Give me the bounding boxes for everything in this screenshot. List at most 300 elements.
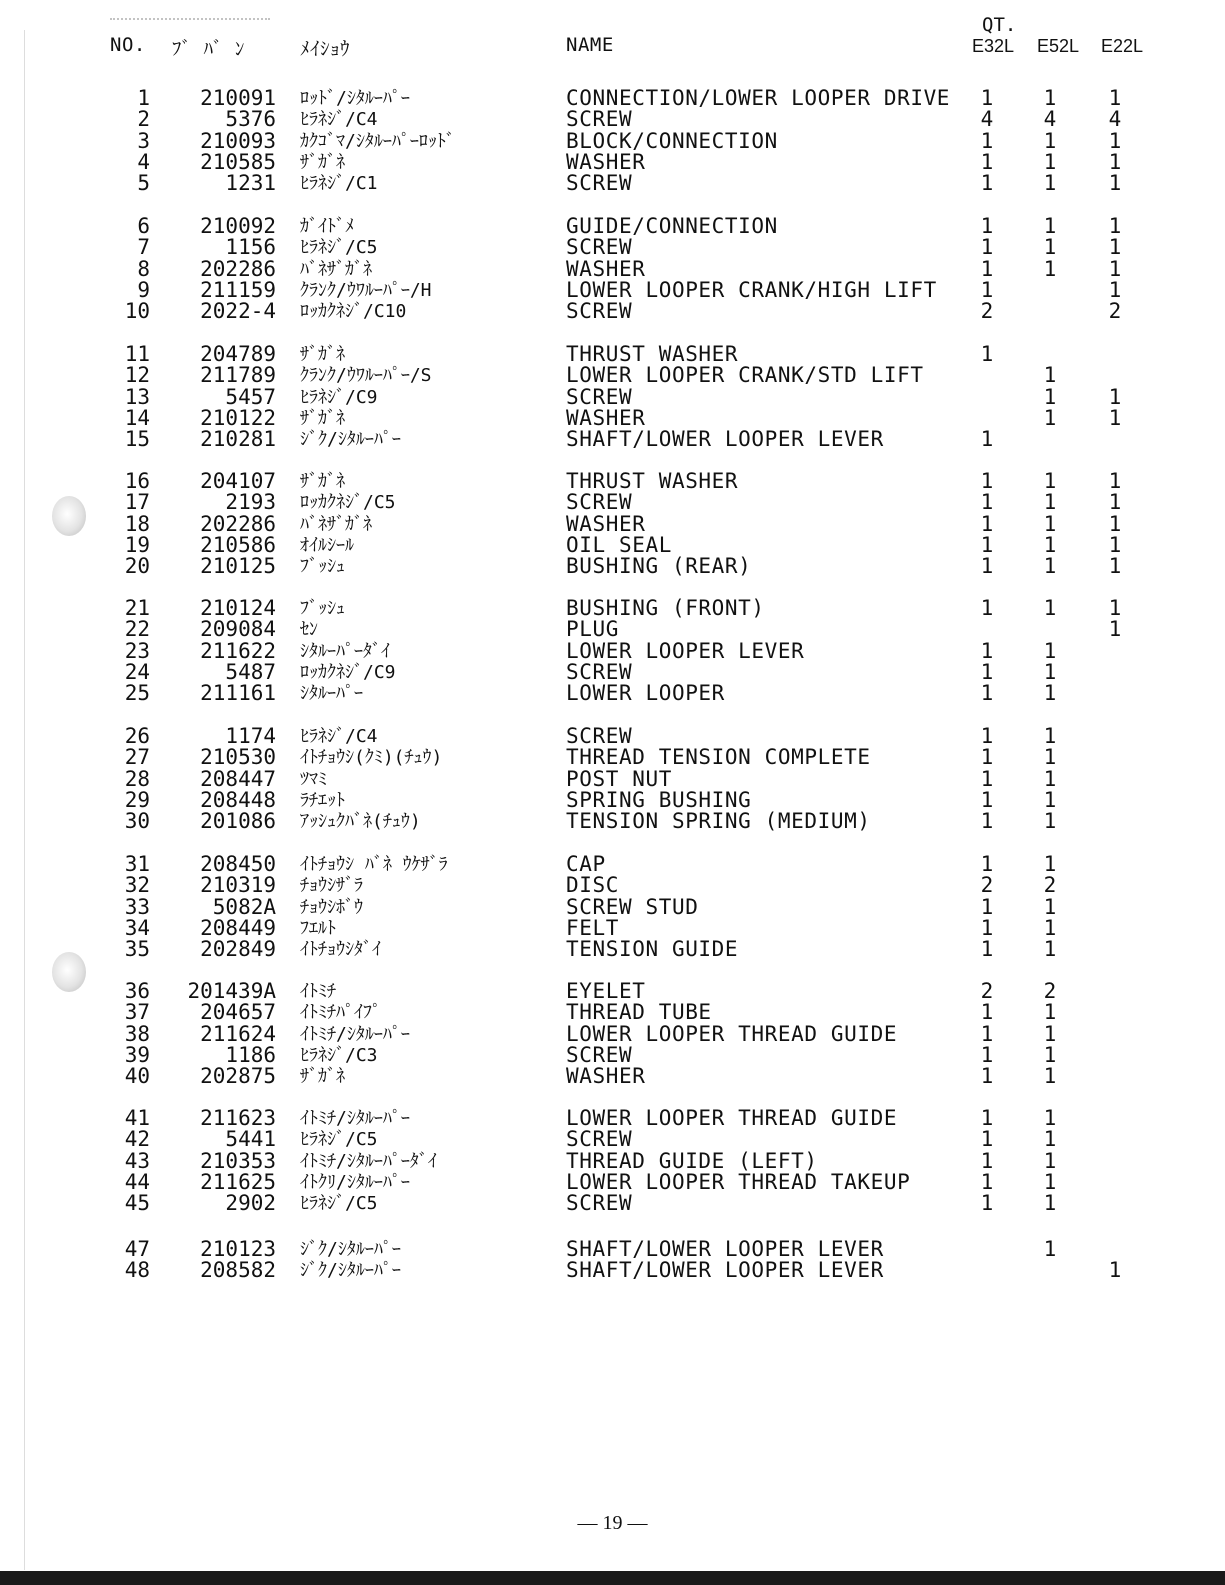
part-number: 204789	[200, 342, 276, 366]
table-row	[0, 365, 1225, 386]
part-name-kana: ﾁｮｳｼｻﾞﾗ	[300, 875, 363, 896]
part-name: POST NUT	[566, 767, 672, 791]
part-number: 210092	[200, 214, 276, 238]
part-name: TENSION GUIDE	[566, 937, 739, 961]
item-number: 5	[137, 171, 150, 195]
part-name-kana: ｲﾄﾐﾁ/ｼﾀﾙｰﾊﾟｰ	[300, 1108, 410, 1129]
table-row	[0, 301, 1225, 322]
table-row	[0, 726, 1225, 747]
item-number: 3	[137, 129, 150, 153]
qty-e32l: 1	[980, 171, 994, 195]
binder-hole	[52, 952, 86, 992]
bottom-border	[0, 1571, 1225, 1585]
qty-e52l: 1	[1043, 129, 1057, 153]
part-name-kana: ﾋﾗﾈｼﾞ/C1	[300, 173, 378, 194]
item-number: 10	[124, 299, 150, 323]
part-number: 1174	[225, 724, 276, 748]
item-number: 23	[124, 639, 150, 663]
qty-e52l: 4	[1043, 107, 1057, 131]
qty-e52l: 1	[1043, 1191, 1057, 1215]
binder-hole	[52, 496, 86, 536]
qty-e52l: 1	[1043, 937, 1057, 961]
part-name: LOWER LOOPER	[566, 681, 725, 705]
item-number: 20	[124, 554, 150, 578]
header-qty: QT.	[982, 14, 1017, 36]
item-number: 45	[124, 1191, 150, 1215]
qty-e52l: 1	[1043, 533, 1057, 557]
item-number: 1	[137, 86, 150, 110]
part-number: 2193	[225, 490, 276, 514]
qty-e22l: 1	[1108, 150, 1122, 174]
table-row	[0, 683, 1225, 704]
part-number: 208450	[200, 852, 276, 876]
part-name-kana: ﾋﾗﾈｼﾞ/C4	[300, 109, 378, 130]
table-row	[0, 471, 1225, 492]
qty-e22l: 1	[1108, 406, 1122, 430]
part-name: SCREW	[566, 299, 633, 323]
qty-e22l: 1	[1108, 490, 1122, 514]
table-row	[0, 535, 1225, 556]
table-row	[0, 939, 1225, 960]
part-name: LOWER LOOPER LEVER	[566, 639, 805, 663]
qty-e32l: 1	[980, 342, 994, 366]
qty-e52l: 1	[1043, 1043, 1057, 1067]
table-row	[0, 1172, 1225, 1193]
table-row	[0, 429, 1225, 450]
qty-e32l: 1	[980, 150, 994, 174]
part-name: SCREW	[566, 385, 633, 409]
qty-e52l: 1	[1043, 639, 1057, 663]
qty-e52l: 1	[1043, 767, 1057, 791]
part-name: BUSHING (REAR)	[566, 554, 752, 578]
table-row	[0, 1002, 1225, 1023]
item-number: 18	[124, 512, 150, 536]
part-name-kana: ﾋﾗﾈｼﾞ/C5	[300, 1129, 378, 1150]
item-number: 25	[124, 681, 150, 705]
part-number: 1156	[225, 235, 276, 259]
table-row	[0, 387, 1225, 408]
qty-e32l: 4	[980, 107, 994, 131]
part-name-kana: ﾋﾗﾈｼﾞ/C3	[300, 1045, 378, 1066]
qty-e32l: 1	[980, 1064, 994, 1088]
part-number: 1231	[225, 171, 276, 195]
qty-e52l: 1	[1043, 385, 1057, 409]
item-number: 47	[124, 1237, 150, 1261]
part-name: SCREW STUD	[566, 895, 699, 919]
qty-e32l: 1	[980, 596, 994, 620]
part-name-kana: ｲﾄﾐﾁ	[300, 981, 336, 1002]
qty-e32l: 1	[980, 1149, 994, 1173]
qty-e32l: 1	[980, 809, 994, 833]
part-name: BLOCK/CONNECTION	[566, 129, 778, 153]
qty-e32l: 1	[980, 639, 994, 663]
part-number: 204657	[200, 1000, 276, 1024]
qty-e52l: 1	[1043, 406, 1057, 430]
part-name-kana: ｲﾄﾐﾁ/ｼﾀﾙｰﾊﾟｰ	[300, 1024, 410, 1045]
table-row	[0, 641, 1225, 662]
table-row	[0, 1129, 1225, 1150]
qty-e52l: 1	[1043, 214, 1057, 238]
qty-e52l: 1	[1043, 1022, 1057, 1046]
part-name: LOWER LOOPER CRANK/HIGH LIFT	[566, 278, 937, 302]
qty-e32l: 1	[980, 788, 994, 812]
qty-e32l: 1	[980, 1022, 994, 1046]
qty-e32l: 2	[980, 299, 994, 323]
item-number: 33	[124, 895, 150, 919]
table-row	[0, 131, 1225, 152]
part-name-kana: ﾊﾞﾈｻﾞｶﾞﾈ	[300, 514, 372, 535]
part-name-kana: ｶｸｺﾞﾏ/ｼﾀﾙｰﾊﾟｰﾛｯﾄﾞ	[300, 131, 455, 152]
part-name: THREAD TUBE	[566, 1000, 712, 1024]
item-number: 9	[137, 278, 150, 302]
table-row	[0, 1066, 1225, 1087]
part-name-kana: ﾋﾗﾈｼﾞ/C9	[300, 387, 378, 408]
part-number: 210281	[200, 427, 276, 451]
qty-e22l: 1	[1108, 278, 1122, 302]
qty-e32l: 1	[980, 1191, 994, 1215]
part-name-kana: ﾂﾏﾐ	[300, 769, 327, 790]
part-number: 211624	[200, 1022, 276, 1046]
qty-e32l: 1	[980, 533, 994, 557]
part-name: CONNECTION/LOWER LOOPER DRIVE	[566, 86, 951, 110]
item-number: 4	[137, 150, 150, 174]
table-row	[0, 109, 1225, 130]
item-number: 32	[124, 873, 150, 897]
item-number: 6	[137, 214, 150, 238]
qty-e32l: 2	[980, 873, 994, 897]
part-name: LOWER LOOPER CRANK/STD LIFT	[566, 363, 924, 387]
part-name: SHAFT/LOWER LOOPER LEVER	[566, 1237, 884, 1261]
qty-e32l: 1	[980, 469, 994, 493]
part-number: 210353	[200, 1149, 276, 1173]
part-name: THREAD GUIDE (LEFT)	[566, 1149, 818, 1173]
item-number: 14	[124, 406, 150, 430]
table-row	[0, 619, 1225, 640]
qty-e32l: 1	[980, 852, 994, 876]
qty-e22l: 1	[1108, 257, 1122, 281]
part-number: 201086	[200, 809, 276, 833]
item-number: 28	[124, 767, 150, 791]
table-row	[0, 514, 1225, 535]
item-number: 38	[124, 1022, 150, 1046]
qty-e32l: 1	[980, 278, 994, 302]
item-number: 22	[124, 617, 150, 641]
part-number: 2902	[225, 1191, 276, 1215]
qty-e32l: 1	[980, 745, 994, 769]
part-number: 208447	[200, 767, 276, 791]
part-name: THREAD TENSION COMPLETE	[566, 745, 871, 769]
part-name: THRUST WASHER	[566, 342, 739, 366]
part-name-kana: ﾋﾗﾈｼﾞ/C5	[300, 237, 378, 258]
qty-e52l: 1	[1043, 1000, 1057, 1024]
qty-e32l: 1	[980, 235, 994, 259]
table-row	[0, 811, 1225, 832]
qty-e52l: 1	[1043, 86, 1057, 110]
part-number: 211625	[200, 1170, 276, 1194]
part-name: WASHER	[566, 512, 646, 536]
table-row	[0, 237, 1225, 258]
page-number: — 19 —	[577, 1512, 648, 1534]
part-name: OIL SEAL	[566, 533, 672, 557]
item-number: 43	[124, 1149, 150, 1173]
part-name: DISC	[566, 873, 619, 897]
part-name-kana: ﾗﾁｴｯﾄ	[300, 790, 345, 811]
part-name: BUSHING (FRONT)	[566, 596, 765, 620]
item-number: 16	[124, 469, 150, 493]
part-number: 210319	[200, 873, 276, 897]
table-row	[0, 152, 1225, 173]
table-row	[0, 1239, 1225, 1260]
part-number: 202286	[200, 512, 276, 536]
part-name-kana: ｻﾞｶﾞﾈ	[300, 1066, 345, 1087]
part-number: 202875	[200, 1064, 276, 1088]
table-row	[0, 897, 1225, 918]
part-name-kana: ﾁｮｳｼﾎﾞｳ	[300, 897, 363, 918]
qty-e52l: 1	[1043, 660, 1057, 684]
qty-e52l: 1	[1043, 1149, 1057, 1173]
part-number: 210125	[200, 554, 276, 578]
part-name-kana: ｼﾞｸ/ｼﾀﾙｰﾊﾟｰ	[300, 1260, 401, 1281]
part-number: 208449	[200, 916, 276, 940]
item-number: 27	[124, 745, 150, 769]
part-name: CAP	[566, 852, 606, 876]
item-number: 39	[124, 1043, 150, 1067]
part-number: 204107	[200, 469, 276, 493]
item-number: 21	[124, 596, 150, 620]
table-row	[0, 662, 1225, 683]
table-row	[0, 875, 1225, 896]
part-number: 211623	[200, 1106, 276, 1130]
qty-e52l: 1	[1043, 235, 1057, 259]
qty-e52l: 1	[1043, 596, 1057, 620]
part-name-kana: ｻﾞｶﾞﾈ	[300, 471, 345, 492]
part-number: 209084	[200, 617, 276, 641]
table-row	[0, 556, 1225, 577]
part-number: 210124	[200, 596, 276, 620]
part-name-kana: ﾛｯﾄﾞ/ｼﾀﾙｰﾊﾟｰ	[300, 88, 410, 109]
qty-e22l: 1	[1108, 554, 1122, 578]
item-number: 44	[124, 1170, 150, 1194]
part-name: SCREW	[566, 724, 633, 748]
part-name: WASHER	[566, 150, 646, 174]
qty-e22l: 2	[1108, 299, 1122, 323]
item-number: 15	[124, 427, 150, 451]
part-name-kana: ﾊﾞﾈｻﾞｶﾞﾈ	[300, 259, 372, 280]
qty-e22l: 1	[1108, 86, 1122, 110]
part-name-kana: ｱｯｼｭｸﾊﾞﾈ(ﾁｭｳ)	[300, 811, 421, 832]
part-number: 210091	[200, 86, 276, 110]
item-number: 31	[124, 852, 150, 876]
qty-e32l: 1	[980, 214, 994, 238]
header-model-e52l: E52L	[1037, 36, 1080, 56]
part-number: 210530	[200, 745, 276, 769]
part-name-kana: ﾋﾗﾈｼﾞ/C5	[300, 1193, 378, 1214]
qty-e32l: 1	[980, 490, 994, 514]
item-number: 26	[124, 724, 150, 748]
part-name-kana: ﾛｯｶｸﾈｼﾞ/C9	[300, 662, 396, 683]
qty-e22l: 4	[1108, 107, 1122, 131]
table-row	[0, 259, 1225, 280]
item-number: 19	[124, 533, 150, 557]
part-number: 202849	[200, 937, 276, 961]
table-row	[0, 173, 1225, 194]
part-name-kana: ﾌﾞｯｼｭ	[300, 598, 345, 619]
qty-e52l: 1	[1043, 1064, 1057, 1088]
part-name-kana: ｲﾄﾐﾁ/ｼﾀﾙｰﾊﾟｰﾀﾞｲ	[300, 1151, 437, 1172]
qty-e52l: 1	[1043, 681, 1057, 705]
part-name: WASHER	[566, 257, 646, 281]
qty-e22l: 1	[1108, 385, 1122, 409]
item-number: 30	[124, 809, 150, 833]
part-number: 210122	[200, 406, 276, 430]
item-number: 34	[124, 916, 150, 940]
part-number: 210123	[200, 1237, 276, 1261]
item-number: 36	[124, 979, 150, 1003]
qty-e52l: 1	[1043, 809, 1057, 833]
qty-e22l: 1	[1108, 1258, 1122, 1282]
part-name: EYELET	[566, 979, 646, 1003]
qty-e52l: 1	[1043, 852, 1057, 876]
part-name-kana: ｻﾞｶﾞﾈ	[300, 344, 345, 365]
qty-e32l: 1	[980, 1043, 994, 1067]
part-number: 201439A	[187, 979, 276, 1003]
part-name: FELT	[566, 916, 619, 940]
part-name: SHAFT/LOWER LOOPER LEVER	[566, 427, 884, 451]
qty-e32l: 1	[980, 937, 994, 961]
part-number: 5376	[225, 107, 276, 131]
header-model-e32l: E32L	[972, 36, 1015, 56]
part-name-kana: ｼﾞｸ/ｼﾀﾙｰﾊﾟｰ	[300, 1239, 401, 1260]
qty-e22l: 1	[1108, 235, 1122, 259]
qty-e32l: 1	[980, 724, 994, 748]
part-name-kana: ｻﾞｶﾞﾈ	[300, 152, 345, 173]
qty-e52l: 1	[1043, 512, 1057, 536]
part-number: 211789	[200, 363, 276, 387]
part-name: SCREW	[566, 171, 633, 195]
part-name-kana: ｲﾄﾐﾁﾊﾟｲﾌﾟ	[300, 1002, 381, 1023]
qty-e52l: 1	[1043, 490, 1057, 514]
table-row	[0, 492, 1225, 513]
part-name: SCREW	[566, 490, 633, 514]
qty-e32l: 1	[980, 554, 994, 578]
header-part-no: ﾌﾞ ﾊﾞ ﾝ	[172, 38, 245, 60]
faded-header-text	[110, 18, 270, 30]
table-row	[0, 216, 1225, 237]
qty-e52l: 1	[1043, 916, 1057, 940]
part-name-kana: ｲﾄｸﾘ/ｼﾀﾙｰﾊﾟｰ	[300, 1172, 410, 1193]
qty-e32l: 1	[980, 257, 994, 281]
qty-e32l: 1	[980, 1127, 994, 1151]
table-row	[0, 1151, 1225, 1172]
part-name-kana: ﾛｯｶｸﾈｼﾞ/C5	[300, 492, 396, 513]
table-row	[0, 88, 1225, 109]
part-name: THRUST WASHER	[566, 469, 739, 493]
part-name-kana: ﾌﾞｯｼｭ	[300, 556, 345, 577]
part-number: 210585	[200, 150, 276, 174]
part-number: 5457	[225, 385, 276, 409]
qty-e32l: 1	[980, 767, 994, 791]
part-number: 2022-4	[200, 299, 276, 323]
part-name-kana: ｼﾀﾙｰﾊﾟｰ	[300, 683, 363, 704]
part-name: SPRING BUSHING	[566, 788, 752, 812]
item-number: 24	[124, 660, 150, 684]
item-number: 17	[124, 490, 150, 514]
table-row	[0, 918, 1225, 939]
part-name: SCREW	[566, 107, 633, 131]
header-model-e22l: E22L	[1101, 36, 1144, 56]
part-number: 208448	[200, 788, 276, 812]
table-row	[0, 344, 1225, 365]
part-name: SCREW	[566, 235, 633, 259]
qty-e52l: 2	[1043, 873, 1057, 897]
part-name-kana: ｶﾞｲﾄﾞﾒ	[300, 216, 354, 237]
qty-e32l: 1	[980, 1000, 994, 1024]
item-number: 41	[124, 1106, 150, 1130]
table-row	[0, 280, 1225, 301]
item-number: 29	[124, 788, 150, 812]
part-name-kana: ｲﾄﾁｮｳｼﾀﾞｲ	[300, 939, 381, 960]
item-number: 12	[124, 363, 150, 387]
part-name-kana: ｾﾝ	[300, 619, 318, 640]
header-name: NAME	[566, 34, 614, 56]
qty-e22l: 1	[1108, 617, 1122, 641]
item-number: 40	[124, 1064, 150, 1088]
qty-e32l: 1	[980, 895, 994, 919]
table-row	[0, 408, 1225, 429]
qty-e22l: 1	[1108, 469, 1122, 493]
item-number: 48	[124, 1258, 150, 1282]
qty-e52l: 1	[1043, 1237, 1057, 1261]
part-name-kana: ﾛｯｶｸﾈｼﾞ/C10	[300, 301, 407, 322]
item-number: 13	[124, 385, 150, 409]
item-number: 42	[124, 1127, 150, 1151]
qty-e52l: 1	[1043, 363, 1057, 387]
qty-e52l: 1	[1043, 1106, 1057, 1130]
table-row	[0, 769, 1225, 790]
qty-e32l: 1	[980, 1106, 994, 1130]
part-name: LOWER LOOPER THREAD GUIDE	[566, 1022, 898, 1046]
part-name: LOWER LOOPER THREAD TAKEUP	[566, 1170, 911, 1194]
part-name: SCREW	[566, 1043, 633, 1067]
part-name-kana: ｵｲﾙｼｰﾙ	[300, 535, 354, 556]
qty-e52l: 1	[1043, 1170, 1057, 1194]
table-row	[0, 1024, 1225, 1045]
qty-e52l: 2	[1043, 979, 1057, 1003]
qty-e52l: 1	[1043, 257, 1057, 281]
qty-e22l: 1	[1108, 129, 1122, 153]
item-number: 11	[124, 342, 150, 366]
part-number: 5487	[225, 660, 276, 684]
qty-e52l: 1	[1043, 788, 1057, 812]
qty-e32l: 1	[980, 86, 994, 110]
qty-e52l: 1	[1043, 895, 1057, 919]
item-number: 37	[124, 1000, 150, 1024]
qty-e32l: 1	[980, 512, 994, 536]
part-name-kana: ｻﾞｶﾞﾈ	[300, 408, 345, 429]
part-name: WASHER	[566, 406, 646, 430]
part-name-kana: ﾌｴﾙﾄ	[300, 918, 336, 939]
qty-e32l: 1	[980, 916, 994, 940]
part-name: PLUG	[566, 617, 619, 641]
qty-e22l: 1	[1108, 171, 1122, 195]
part-number: 1186	[225, 1043, 276, 1067]
qty-e32l: 2	[980, 979, 994, 1003]
table-row	[0, 598, 1225, 619]
part-number: 202286	[200, 257, 276, 281]
part-name: SCREW	[566, 1127, 633, 1151]
item-number: 8	[137, 257, 150, 281]
part-number: 5082A	[212, 895, 276, 919]
